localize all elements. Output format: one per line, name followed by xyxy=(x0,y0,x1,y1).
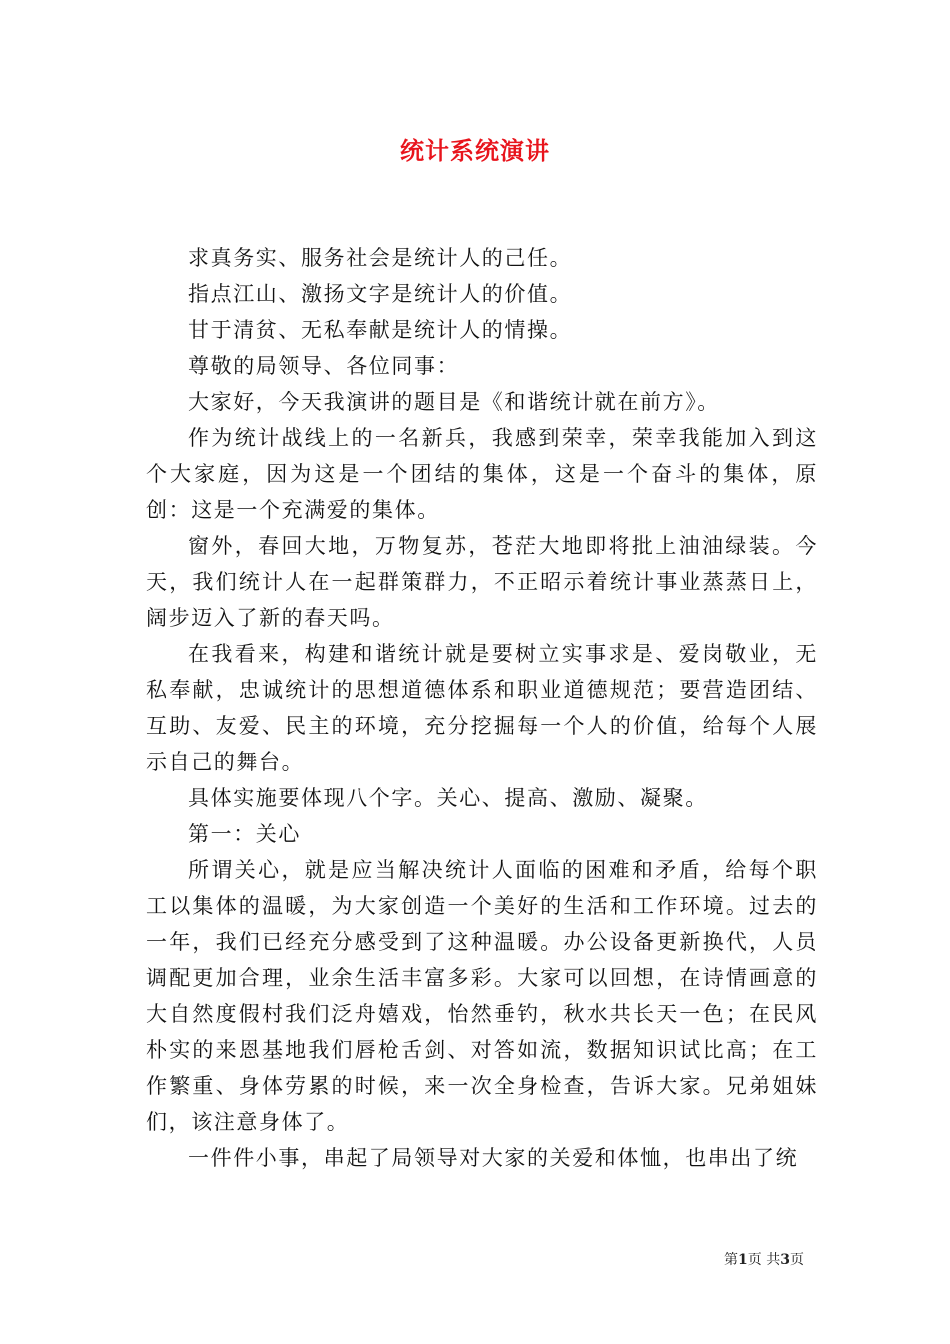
paragraph-10: 第一：关心 xyxy=(188,822,301,846)
total-pages: 3 xyxy=(780,1252,790,1268)
paragraph-1: 求真务实、服务社会是统计人的己任。 xyxy=(188,246,573,270)
paragraph-7: 窗外，春回大地，万物复苏，苍茫大地即将批上油油绿装。今天，我们统计人在一起群策群力，不正昭示着统计事业蒸蒸日上，阔步迈入了新的春天吗。 xyxy=(146,534,818,630)
paragraph-6: 作为统计战线上的一名新兵，我感到荣幸，荣幸我能加入到这个大家庭，因为这是一个团结的集体，这是一个奋斗的集体，原创：这是一个充满爱的集体。 xyxy=(146,426,818,522)
paragraph-2: 指点江山、激扬文字是统计人的价值。 xyxy=(188,282,573,306)
current-page: 1 xyxy=(738,1252,748,1268)
paragraph-8: 在我看来，构建和谐统计就是要树立实事求是、爱岗敬业，无私奉献，忠诚统计的思想道德体系和职业道德规范；要营造团结、互助、友爱、民主的环境，充分挖掘每一个人的价值，给每个人展示自己的舞台。 xyxy=(146,642,818,774)
paragraph-5: 大家好，今天我演讲的题目是《和谐统计就在前方》。 xyxy=(188,390,720,414)
page-middle: 页 共 xyxy=(747,1252,781,1268)
page-number xyxy=(724,1249,804,1269)
page-prefix: 第 xyxy=(724,1252,739,1268)
paragraph-9: 具体实施要体现八个字。关心、提高、激励、凝聚。 xyxy=(188,786,708,810)
paragraph-12: 一件件小事，串起了局领导对大家的关爱和体恤，也串出了统 xyxy=(188,1146,799,1170)
document-body xyxy=(146,236,818,1176)
paragraph-4: 尊敬的局领导、各位同事： xyxy=(188,354,460,378)
paragraph-11: 所谓关心，就是应当解决统计人面临的困难和矛盾，给每个职工以集体的温暖，为大家创造一个美好的生活和工作环境。过去的一年，我们已经充分感受到了这种温暖。办公设备更新换代，人员调配更加合理，业余生活丰富多彩。大家可以回想，在诗情画意的大自然度假村我们泛舟嬉戏，怡然垂钓，秋水共长天一色；在民风朴实的来恩基地我们唇枪舌剑、对答如流，数据知识试比高；在工作繁重、身体劳累的时候，来一次全身检查，告诉大家。兄弟姐妹们，该注意身体了。 xyxy=(146,858,818,1134)
document-title: 统计系统演讲 xyxy=(400,136,550,165)
page-suffix: 页 xyxy=(790,1252,804,1268)
paragraph-3: 甘于清贫、无私奉献是统计人的情操。 xyxy=(188,318,573,342)
